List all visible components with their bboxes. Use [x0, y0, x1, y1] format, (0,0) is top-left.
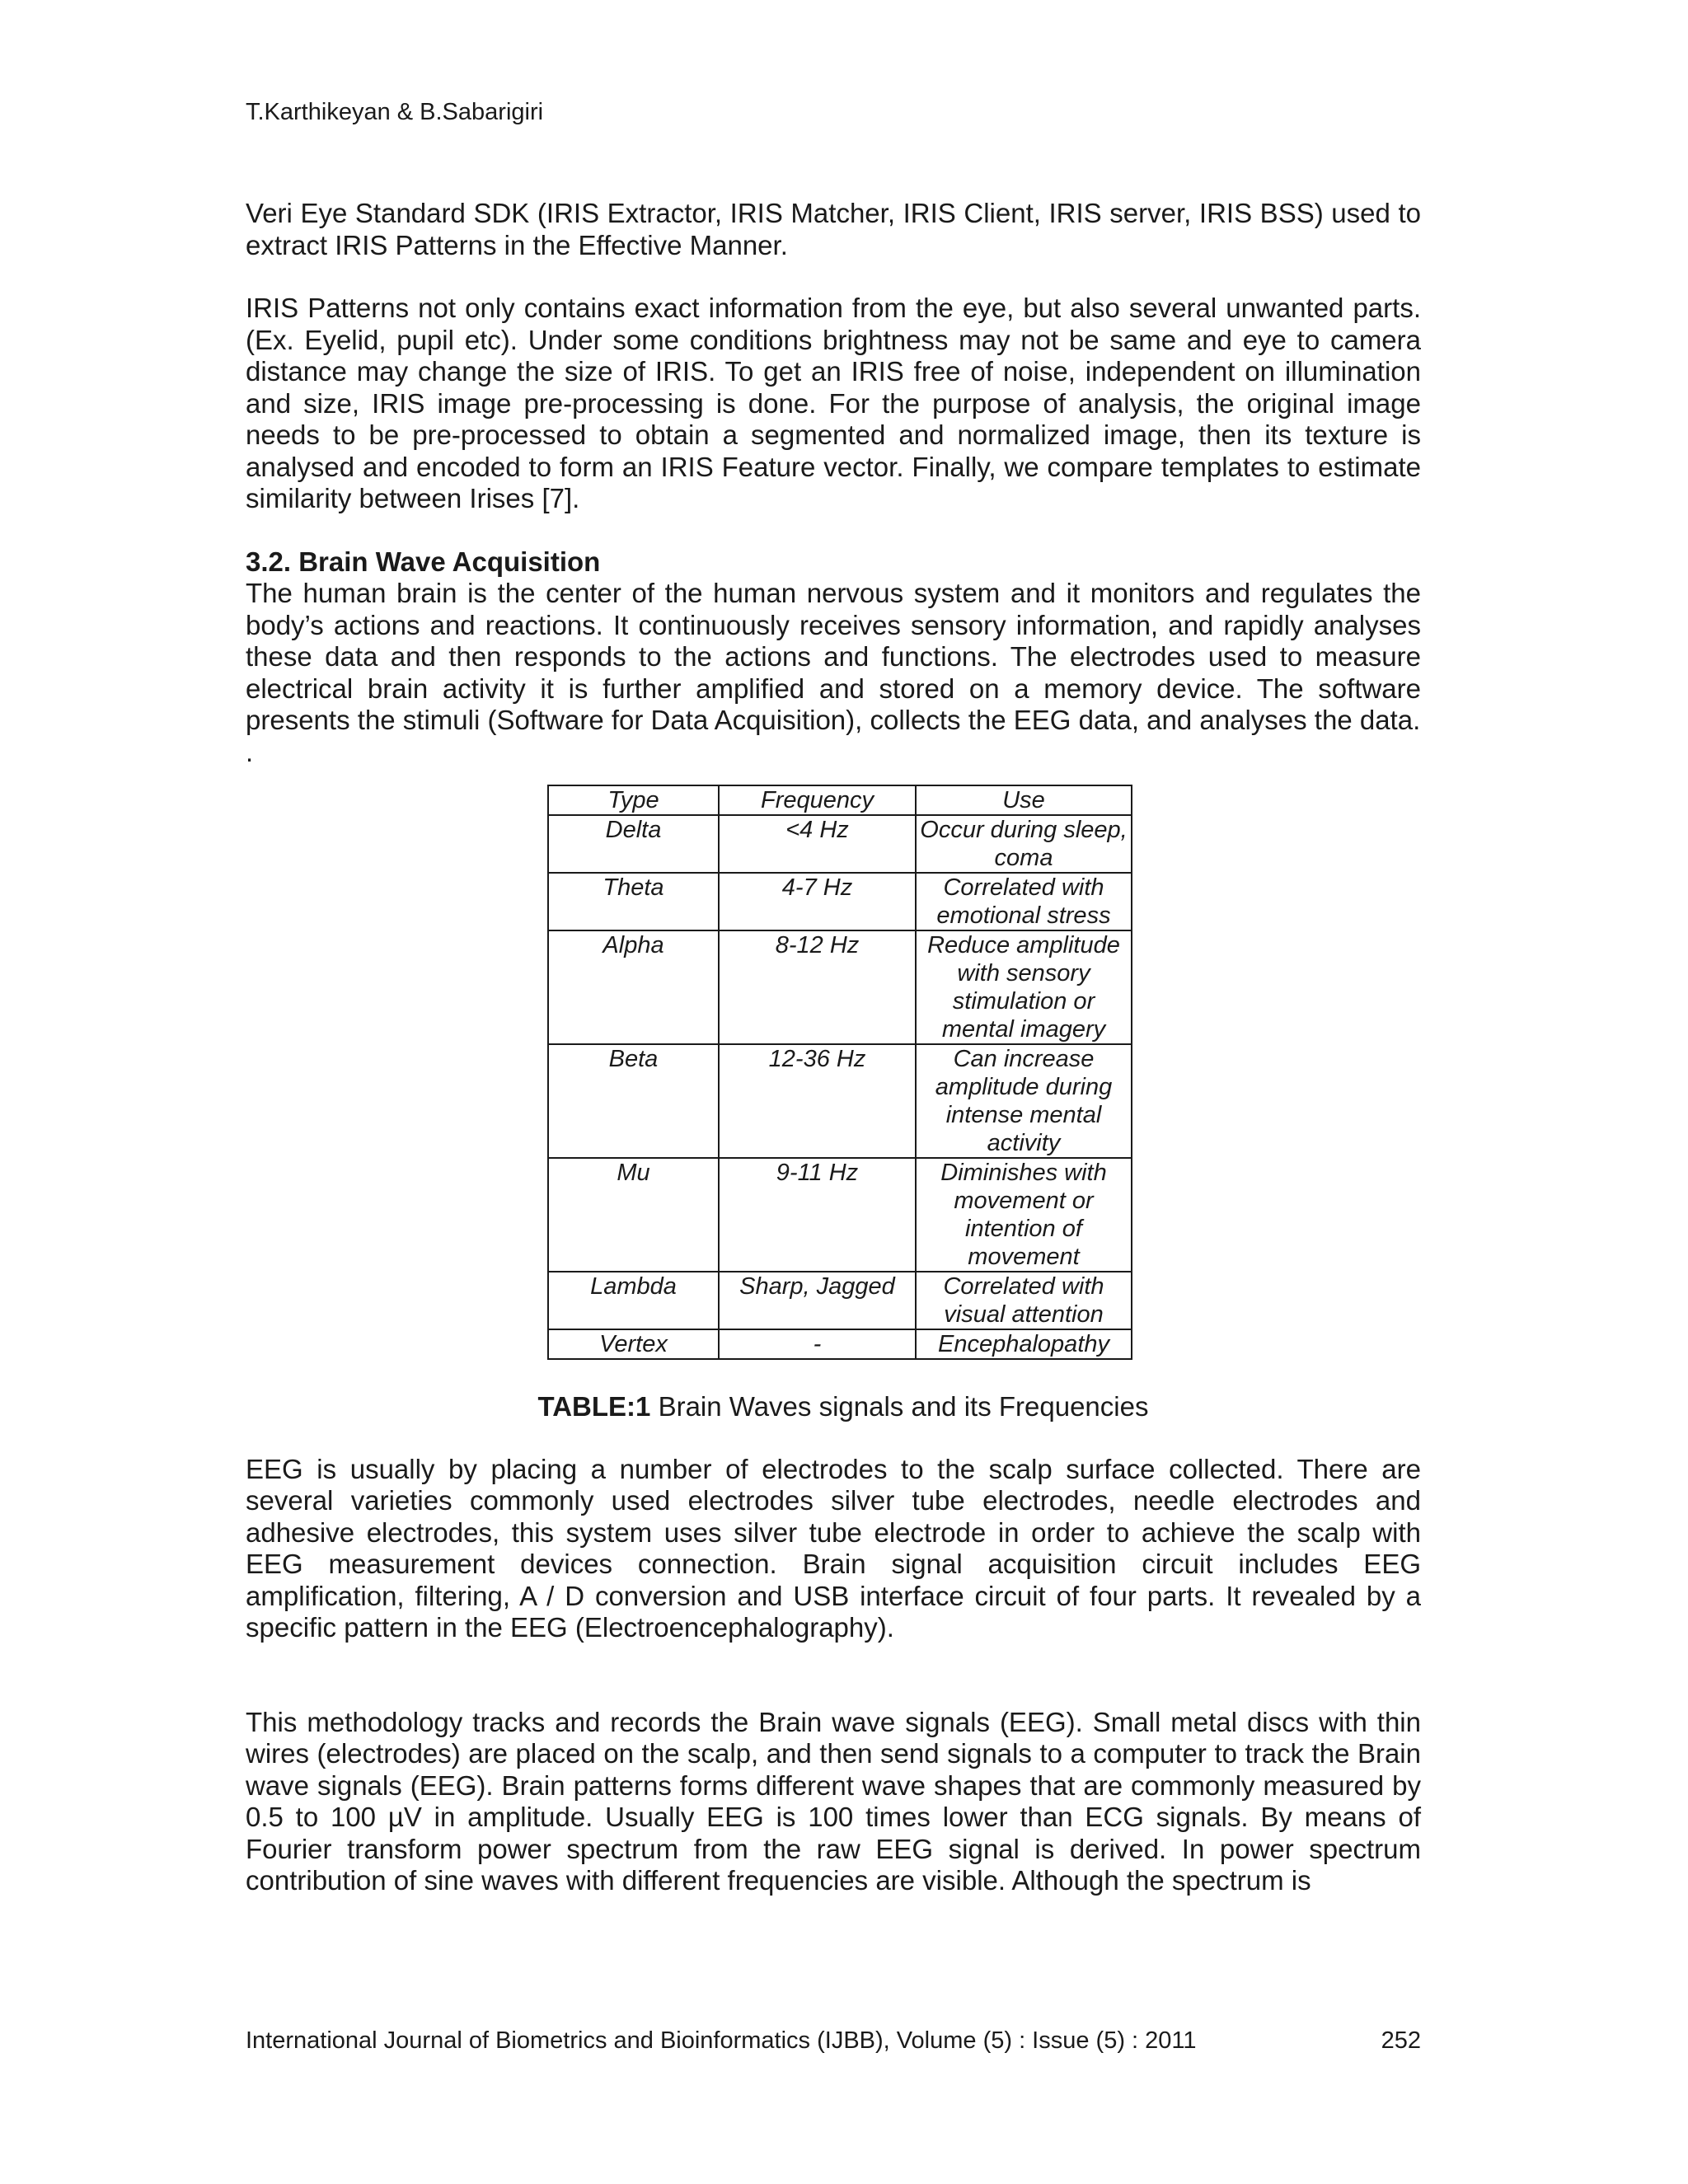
cell-frequency: Sharp, Jagged — [719, 1272, 916, 1329]
table-header-row — [548, 785, 1132, 815]
cell-use: Reduce amplitude with sensory stimulation or mental imagery — [916, 930, 1132, 1044]
cell-type: Lambda — [548, 1272, 719, 1329]
cell-use: Correlated with visual attention — [916, 1272, 1132, 1329]
stray-dot: . — [246, 736, 254, 767]
cell-type: Vertex — [548, 1329, 719, 1359]
table-row — [548, 1329, 1132, 1359]
section-heading: 3.2. Brain Wave Acquisition — [246, 546, 601, 577]
cell-type: Beta — [548, 1044, 719, 1158]
table-row — [548, 1158, 1132, 1272]
cell-use: Can increase amplitude during intense mental activity — [916, 1044, 1132, 1158]
cell-use: Encephalopathy — [916, 1329, 1132, 1359]
table-row — [548, 1044, 1132, 1158]
running-header: T.Karthikeyan & B.Sabarigiri — [246, 99, 544, 125]
paragraph-brain: The human brain is the center of the human nervous system and it monitors and regulates the body’s actions and reactions. It continuously receives sensory information, and rapidly analyses these data and then responds to the actions and functions. The electrodes used to measure electrical brain activity it is further amplified and stored on a memory device. The software presents the stimuli (Software for Data Acquisition), collects the EEG data, and analyses the data. — [246, 578, 1421, 735]
cell-type: Alpha — [548, 930, 719, 1044]
caption-text: Brain Waves signals and its Frequencies — [650, 1390, 1149, 1422]
cell-frequency: 12-36 Hz — [719, 1044, 916, 1158]
paragraph-sdk: Veri Eye Standard SDK (IRIS Extractor, IRIS Matcher, IRIS Client, IRIS server, IRIS BSS) used to extract IRIS Patterns in the Effective Manner. — [246, 198, 1421, 260]
page-body — [246, 198, 1421, 1897]
table-row — [548, 873, 1132, 930]
caption-label: TABLE:1 — [537, 1390, 651, 1422]
header-use: Use — [916, 785, 1132, 815]
table-row — [548, 815, 1132, 873]
cell-frequency: 4-7 Hz — [719, 873, 916, 930]
cell-frequency: 9-11 Hz — [719, 1158, 916, 1272]
brain-waves-table — [547, 785, 1132, 1360]
header-type: Type — [548, 785, 719, 815]
cell-frequency: 8-12 Hz — [719, 930, 916, 1044]
paragraph-iris: IRIS Patterns not only contains exact information from the eye, but also several unwanted parts. (Ex. Eyelid, pupil etc). Under some conditions brightness may not be same and eye to camera distance may change the size of IRIS. To get an IRIS free of noise, independent on illumination and size, IRIS image pre-processing is done. For the purpose of analysis, the original image needs to be pre-processed to obtain a segmented and normalized image, then its texture is analysed and encoded to form an IRIS Feature vector. Finally, we compare templates to estimate similarity between Irises [7]. — [246, 293, 1421, 513]
cell-type: Theta — [548, 873, 719, 930]
header-frequency: Frequency — [719, 785, 916, 815]
table-caption — [246, 1391, 1421, 1422]
paragraph-eeg: EEG is usually by placing a number of electrodes to the scalp surface collected. There are several varieties commonly used electrodes silver tube electrodes, needle electrodes and adhesive electrodes, this system uses silver tube electrode in order to achieve the scalp with EEG measurement devices connection. Brain signal acquisition circuit includes EEG amplification, filtering, A / D conversion and USB interface circuit of four parts. It revealed by a specific pattern in the EEG (Electroencephalography). — [246, 1453, 1421, 1643]
table-container — [246, 785, 1421, 1360]
cell-use: Correlated with emotional stress — [916, 873, 1132, 930]
table-row — [548, 930, 1132, 1044]
cell-type: Delta — [548, 815, 719, 873]
page-number: 252 — [1381, 2027, 1421, 2054]
cell-use: Diminishes with movement or intention of movement — [916, 1158, 1132, 1272]
paragraph-methodology: This methodology tracks and records the Brain wave signals (EEG). Small metal discs with thin wires (electrodes) are placed on the scalp, and then send signals to a computer to track the Brain wave signals (EEG). Brain patterns forms different wave shapes that are commonly measured by 0.5 to 100 µV in amplitude. Usually EEG is 100 times lower than ECG signals. By means of Fourier transform power spectrum from the raw EEG signal is derived. In power spectrum contribution of sine waves with different frequencies are visible. Although the spectrum is — [246, 1706, 1421, 1896]
footer-journal: International Journal of Biometrics and Bioinformatics (IJBB), Volume (5) : Issue (5) : 2011 — [246, 2027, 1197, 2054]
cell-use: Occur during sleep, coma — [916, 815, 1132, 873]
page-footer — [246, 2026, 1421, 2055]
table-row — [548, 1272, 1132, 1329]
cell-frequency: <4 Hz — [719, 815, 916, 873]
cell-frequency: - — [719, 1329, 916, 1359]
cell-type: Mu — [548, 1158, 719, 1272]
